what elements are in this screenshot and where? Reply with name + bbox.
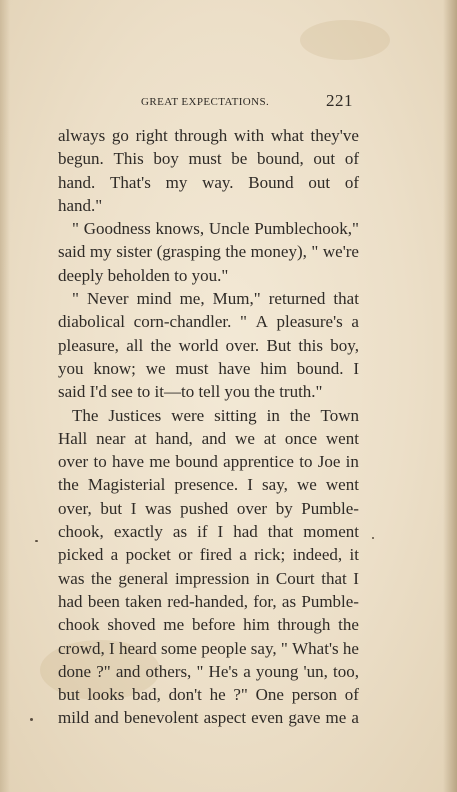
text-line: Hall near at hand, and we at once went <box>58 428 359 448</box>
page-right-edge-shadow <box>443 0 457 792</box>
text-line: The Justices were sitting in the Town <box>72 405 359 425</box>
running-title: GREAT EXPECTATIONS. <box>141 96 270 108</box>
text-line: " Never mind me, Mum," returned that <box>72 289 359 309</box>
text-line: hand." <box>58 195 103 215</box>
text-line: always go right through with what they've <box>58 126 359 145</box>
text-line: chook, exactly as if I had that moment <box>58 522 359 542</box>
text-line: said I'd see to it—to tell you the truth." <box>58 382 323 402</box>
text-line: " Goodness knows, Uncle Pumblechook," <box>72 219 359 239</box>
text-line: was the general impression in Court that I <box>58 568 359 588</box>
text-line: over, but I was pushed over by Pumble- <box>58 498 359 518</box>
text-line: hand. That's my way. Bound out of <box>58 172 359 192</box>
text-line: the Magisterial presence. I say, we went <box>58 475 359 495</box>
text-line: over to have me bound apprentice to Joe in <box>58 452 359 472</box>
ink-speck <box>30 718 33 721</box>
foxing-stain <box>300 20 390 60</box>
ink-speck <box>372 537 374 539</box>
text-line: but looks bad, don't he ?" One person of <box>58 685 359 705</box>
text-line: mild and benevolent aspect even gave me a <box>58 708 359 728</box>
text-line: picked a pocket or fired a rick; indeed, it <box>58 545 359 565</box>
page-header <box>127 92 357 112</box>
text-line: diabolical corn-chandler. " A pleasure's a <box>58 312 359 332</box>
text-line: pleasure, all the world over. But this boy, <box>58 335 359 355</box>
text-line: crowd, I heard some people say, " What's he <box>58 638 359 658</box>
text-line: begun. This boy must be bound, out of <box>58 149 359 169</box>
ink-speck <box>35 540 38 542</box>
page-left-edge-shadow <box>0 0 10 792</box>
text-line: chook shoved me before him through the <box>58 615 359 635</box>
text-line: said my sister (grasping the money), " we're <box>58 242 359 262</box>
text-line: you know; we must have him bound. I <box>58 358 359 378</box>
text-line: had been taken red-handed, for, as Pumble- <box>58 591 359 611</box>
body-text <box>58 124 359 730</box>
text-line: done ?" and others, " He's a young 'un, too, <box>58 661 359 681</box>
text-line: deeply beholden to you." <box>58 265 229 285</box>
page-number: 221 <box>326 91 353 110</box>
